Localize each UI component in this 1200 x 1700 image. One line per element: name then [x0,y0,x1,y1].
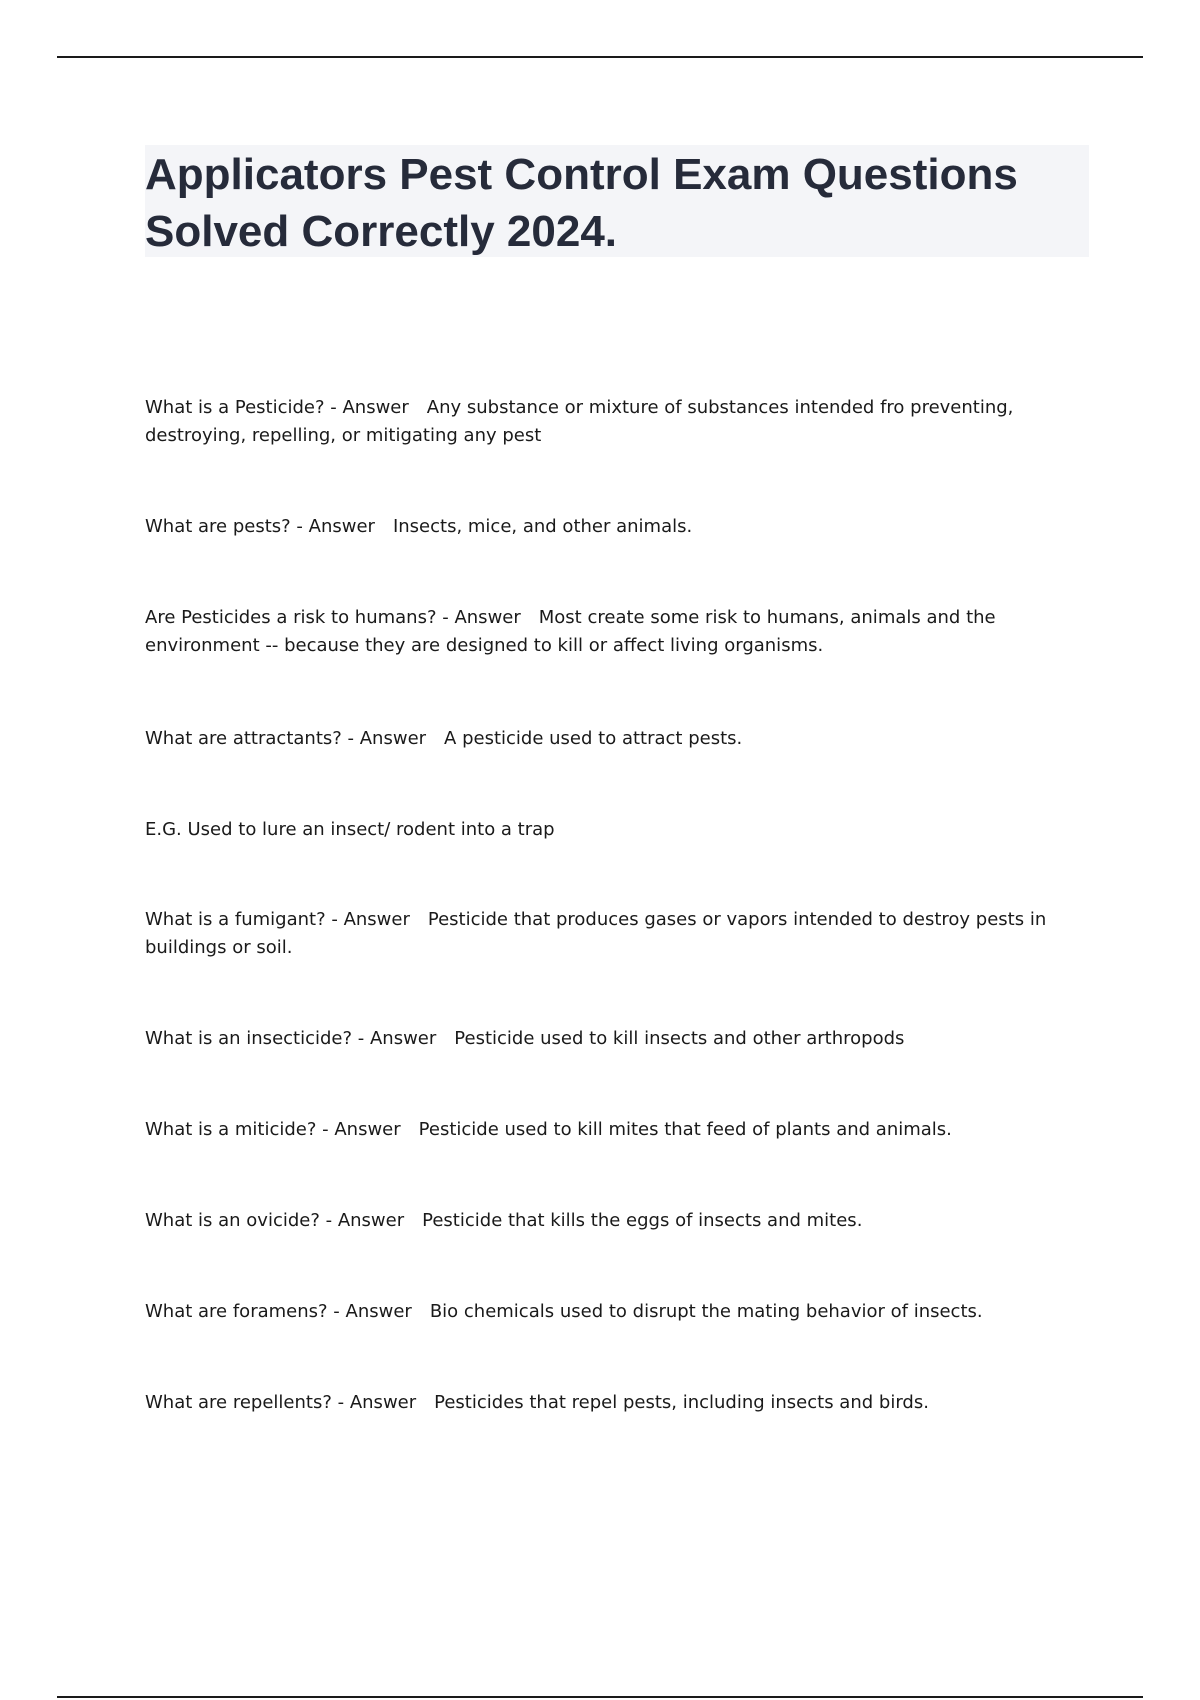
question-text: What are repellents? - Answer [145,1392,417,1413]
answer-text: Pesticides that repel pests, including insects and birds. [434,1392,929,1413]
qa-item [145,513,1065,541]
answer-text: Pesticide that kills the eggs of insects and mites. [422,1210,863,1231]
qa-item [145,1298,1065,1326]
question-text: What are attractants? - Answer [145,728,427,749]
answer-text: E.G. Used to lure an insect/ rodent into a trap [145,819,555,840]
qa-item [145,1025,1065,1053]
question-text: What are foramens? - Answer [145,1301,412,1322]
answer-text: Pesticide that produces gases or vapors intended to destroy pests in buildings or soil. [145,909,1052,958]
top-divider [57,56,1143,58]
qa-item [145,816,1065,844]
answer-text: Insects, mice, and other animals. [392,516,693,537]
answer-text: A pesticide used to attract pests. [444,728,743,749]
answer-text: Any substance or mixture of substances intended fro preventing, destroying, repelling, or mitigating any pest [145,397,1020,446]
qa-item [145,1207,1065,1235]
answer-text: Most create some risk to humans, animals and the environment -- because they are designed to kill or affect living organisms. [145,607,1002,656]
qa-item [145,1116,1065,1144]
question-text: What is a Pesticide? - Answer [145,397,409,418]
question-text: What are pests? - Answer [145,516,375,537]
qa-item [145,604,1065,660]
bottom-divider [57,1696,1143,1698]
question-text: What is an ovicide? - Answer [145,1210,405,1231]
question-text: What is a fumigant? - Answer [145,909,410,930]
answer-text: Pesticide used to kill mites that feed of plants and animals. [418,1119,952,1140]
qa-item [145,1389,1065,1417]
answer-text: Bio chemicals used to disrupt the mating behavior of insects. [429,1301,983,1322]
question-text: What is an insecticide? - Answer [145,1028,437,1049]
answer-text: Pesticide used to kill insects and other arthropods [454,1028,905,1049]
question-text: What is a miticide? - Answer [145,1119,401,1140]
qa-item [145,394,1065,450]
qa-item [145,725,1065,753]
document-title: Applicators Pest Control Exam Questions Solved Correctly 2024. [145,150,1043,256]
question-text: Are Pesticides a risk to humans? - Answer [145,607,521,628]
qa-item [145,906,1065,962]
